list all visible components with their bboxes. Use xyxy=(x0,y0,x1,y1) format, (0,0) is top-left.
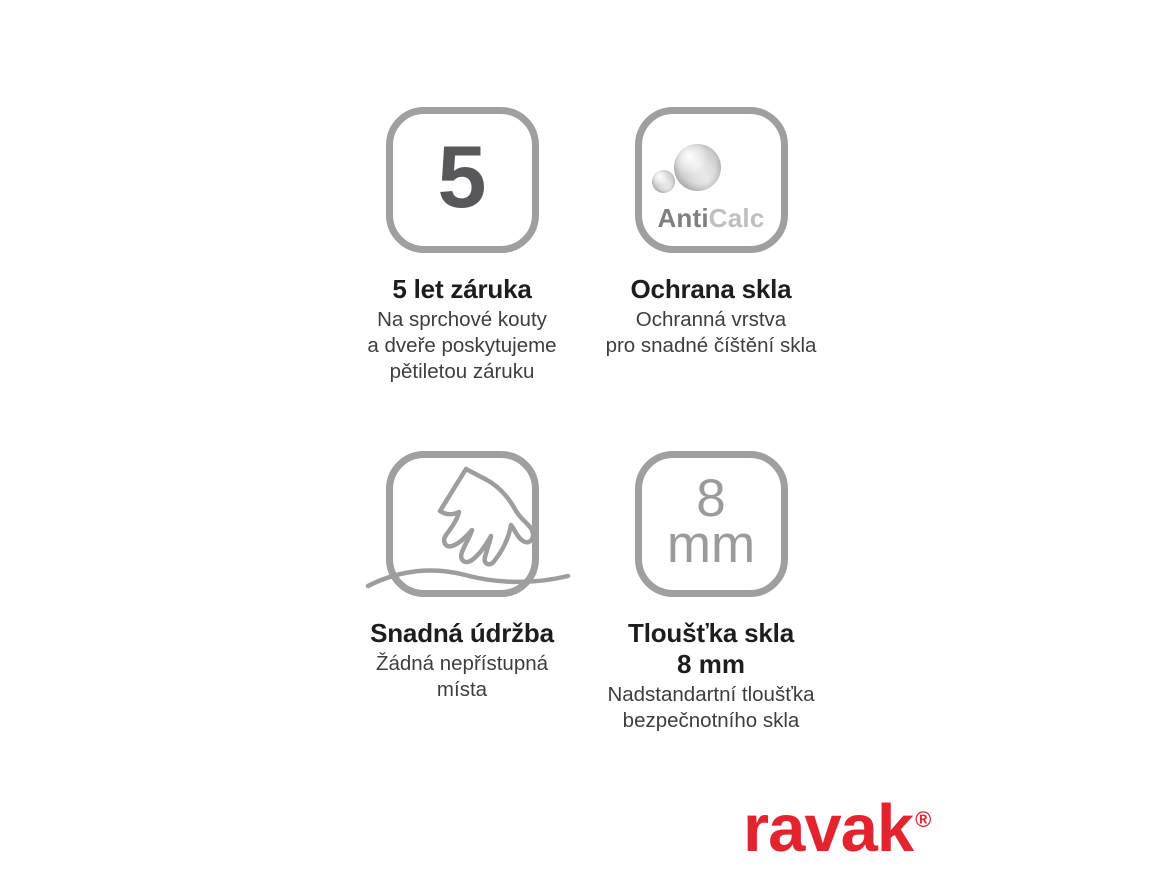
feature-glass-protection xyxy=(576,107,846,359)
water-drop-small-icon xyxy=(652,170,675,193)
feature-easy-maintenance xyxy=(327,451,597,703)
surface-wave-line xyxy=(368,570,568,586)
description-line: pětiletou záruku xyxy=(389,360,535,383)
easy-maintenance-icon-box xyxy=(386,451,539,597)
description-line: Žádná nepřístupná xyxy=(375,652,549,675)
water-drop-large-icon xyxy=(674,144,721,191)
description-line: a dveře poskytujeme xyxy=(367,334,557,357)
hand-wipe-icon xyxy=(365,454,571,606)
warranty-5-digit: 5 xyxy=(437,127,487,226)
description-line: Na sprchové kouty xyxy=(377,308,547,331)
feature-glass-thickness-title: Tloušťka skla xyxy=(628,618,794,648)
feature-warranty-title: 5 let záruka xyxy=(392,274,532,304)
description-line: bezpečnotního skla xyxy=(622,709,800,732)
description-line: Ochranná vrstva xyxy=(635,308,787,331)
feature-glass-thickness-description xyxy=(607,682,814,734)
feature-glass-protection-title: Ochrana skla xyxy=(630,274,792,304)
feature-glass-protection-description xyxy=(606,307,817,359)
anticalc-icon xyxy=(635,107,788,253)
feature-glass-thickness-subtitle: 8 mm xyxy=(677,649,745,679)
description-line: místa xyxy=(436,678,488,701)
feature-easy-maintenance-title: Snadná údržba xyxy=(370,618,554,648)
feature-warranty-description xyxy=(367,307,556,385)
description-line: Nadstandartní tloušťka xyxy=(607,683,815,706)
hand-outline xyxy=(440,469,533,564)
anticalc-label-anti: Anti xyxy=(657,203,709,233)
registered-trademark-icon: ® xyxy=(915,807,932,832)
thickness-value: 8 xyxy=(696,469,726,528)
feature-glass-thickness xyxy=(576,451,846,734)
feature-easy-maintenance-description xyxy=(376,651,548,703)
anticalc-label-calc: Calc xyxy=(708,203,765,233)
ravak-logo xyxy=(743,791,932,877)
warranty-5-icon xyxy=(386,107,539,253)
ravak-logo-text: ravak xyxy=(743,791,914,866)
anticalc-label xyxy=(642,205,781,231)
thickness-8mm-icon xyxy=(635,451,788,597)
thickness-unit: mm xyxy=(666,515,756,574)
thickness-8mm-label xyxy=(666,469,756,574)
description-line: pro snadné číštění skla xyxy=(605,334,817,357)
feature-warranty xyxy=(327,107,597,385)
